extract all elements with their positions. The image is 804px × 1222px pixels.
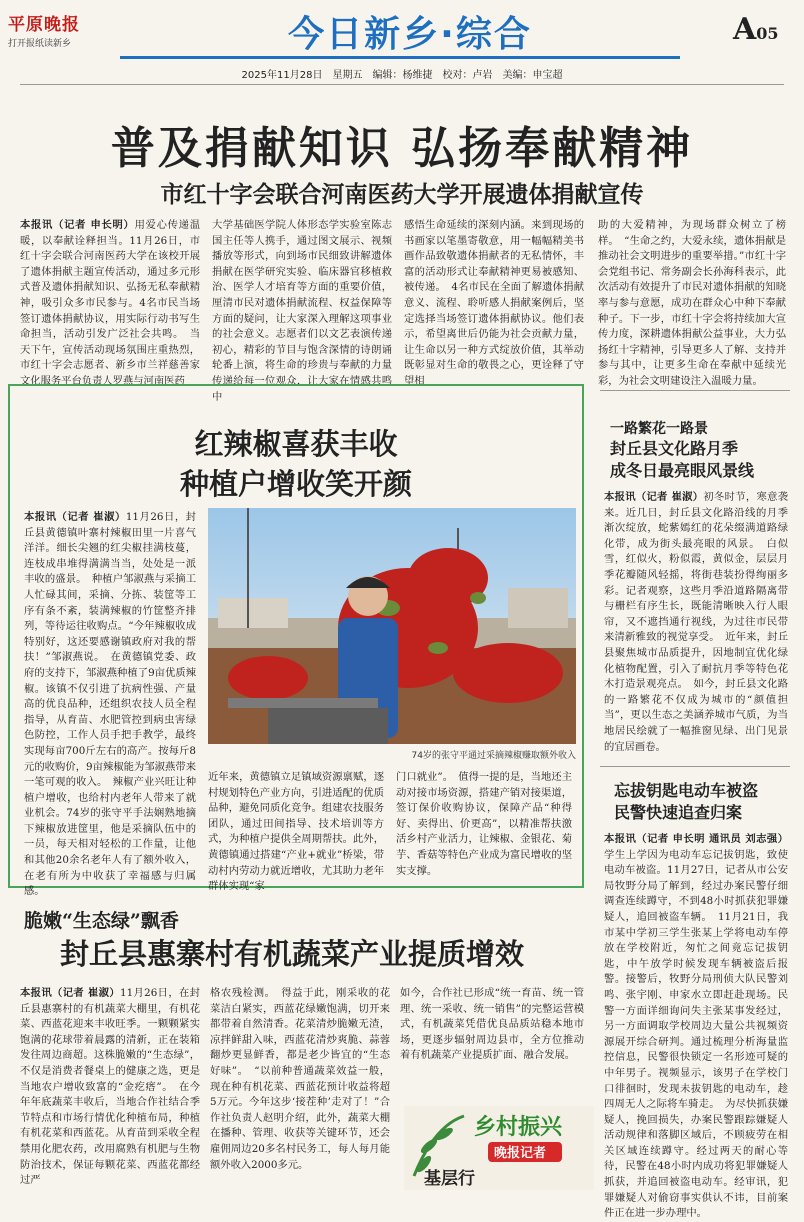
- lead-column-3: 感悟生命延续的深刻内涵。来到现场的书画家以笔墨寄敬意，用一幅幅精美书画作品致敬遗体捐献者的无私情怀，丰富的活动形式让奉献精神更易被感知、被传递。 4名市民在全面了解遗体捐献意义、流程、聆听感人捐献案例后，坚定选择当场签订遗体捐献协议。他们表示，希望离世后仍能为社会贡献力量，让生命以另一种方式绽放价值，其举动既彰显对生命的敬畏之心，更诠释了守望相: [404, 219, 584, 387]
- side1-title-line-2: 成冬日最亮眼风景线: [610, 461, 755, 480]
- bottom-kicker: 脆嫩“生态绿”飘香: [24, 910, 179, 932]
- chili-harvest-photo: [208, 508, 576, 744]
- side1-title: [610, 438, 754, 482]
- side2-title-line-2: 民警快速追查归案: [614, 803, 743, 822]
- feature-column-2: 近年来，黄德镇立足镇域资源禀赋，逐村规划特色产业方向，引进适配的优质品种，避免同质化竞争。组建农技服务团队，通过田间指导、技术培训等方式，为种植户提供全周期帮扶。此外，黄德镇通过搭建“产业+就业”桥梁，带动村内劳动力就近增收，尤其助力老年群体实现“家: [208, 771, 384, 893]
- photo-illustration: [208, 508, 576, 744]
- feature-column-3: 门口就业”。 值得一提的是，当地还主动对接市场资源，搭建产销对接渠道，签订保价收购协议，保障产品“种得好、卖得出、价更高”，以精准帮扶激活乡村产业活力，让辣椒、金银花、菊芋、香菇等特色产业成为富民增收的坚实支撑。: [396, 771, 572, 877]
- page-letter: A: [733, 12, 757, 47]
- section-title: 今日新乡·综合: [288, 14, 532, 55]
- bottom-text-1: 11月26日，在封丘县惠寨村的有机蔬菜大棚里，有机花菜、西蓝花迎来丰收旺季。一颗颗紧实饱满的花球带着晨露的清新，正在装箱发往周边商超。这株脆嫩的“生态绿”，不仅是消费者餐桌上的健康之选，更是当地农户增收致富的“金疙瘩”。 在今年年底蔬菜丰收后，当地合作社结合季节特点和市场行情优化种植布局，种植有机花菜和西蓝花。从育苗到采收全程禁用化肥农药，改用腐熟有机肥与生物防治技术，保证每颗花菜、西蓝花都经过严: [20, 987, 200, 1187]
- stamp-line-1: 乡村振兴: [474, 1114, 563, 1140]
- feature-text-1: 11月26日，封丘县黄德镇叶寨村辣椒田里一片喜气洋洋。细长尖翘的红尖椒挂满枝蔓，连枝成串堆得满满当当，处处是一派丰收的盛景。 种植户邹淑燕与采摘工人忙碌其间，采摘、分拣、装筐等工序有条不紊，装满辣椒的竹筐整齐排列，等待运往收购点。“今年辣椒收成特别好，这还要感谢镇政府对我的帮扶！”邹淑燕说。 在黄德镇党委、政府的支持下，邹淑燕种植了9亩优质辣椒。该镇不仅引进了抗病性强、产量高的优良品种，还组织农技人员全程指导，从育苗、水肥管控到病虫害绿色防控，工作人员手把手教学，最终实现每亩700斤左右的高产。按每斤8元的收购价，9亩辣椒能为邹淑燕带来一笔可观的收入。 辣椒产业兴旺让种植户增收，也给村内老年人带来了就业机会。74岁的张守平手法娴熟地摘下辣椒放进筐里，他是采摘队伍中的一员，每天相对轻松的工作量，让他和其他20余名老年人有了额外收入，在老有所为中收获了幸福感与归属感。: [24, 511, 196, 898]
- feature-byline: 本报讯（记者 崔淑）: [24, 511, 126, 523]
- masthead: [0, 0, 804, 82]
- feature-title-line-1: 红辣椒喜获丰收: [194, 427, 398, 461]
- side1-text: 初冬时节，寒意袭来。近几日，封丘县文化路沿线的月季渐次绽放，蛇紫嫣红的花朵缀满道路绿化带，成为街头最亮眼的风景。 白似雪，红似火，粉似霞，黄似金，层层月季花瓣随风轻摇，将街巷装扮得绚丽多彩。记者观察，这些月季沿道路隔离带与栅栏有序生长，既能清晰映入行人眼帘，又不遮挡通行视线，为过往市民带来清新雅致的视觉享受。 近年来，封丘县聚焦城市品质提升，因地制宜优化绿化植物配置，引入了耐抗月季等特色花木打造景观亮点。 如今，封丘县文化路的一路繁花不仅成为城市的“颜值担当”，更以生态之美涵养城市气质，为当地居民绘就了一幅推窗见绿、出门见景的宜居画卷。: [604, 491, 789, 753]
- lead-subhead: 市红十字会联合河南医药大学开展遗体捐献宣传: [160, 181, 644, 208]
- side1-kicker: 一路繁花一路景: [610, 421, 708, 437]
- lead-column-2: 大学基础医学院人体形态学实验室陈志国主任等人携手，通过图文展示、视频播放等形式，向到场市民细致讲解遗体捐献在医学研究实验、临床器官移植救治、医学人才培育等方面的重要价值，厘清市民对遗体捐献流程、权益保障等方面的疑问，让大家深入理解这项事业的社会意义。志愿者们以文艺表演传递初心，精彩的节目与饱含深情的诗朗诵轮番上演，将生命的珍贵与奉献的力量传递给每一位观众，让大家在情感共鸣中: [212, 219, 392, 403]
- side2-text: 学生上学因为电动车忘记拔钥匙，致使电动车被盗。11月27日，记者从市公安局牧野分局了解到，经过办案民警仔细调查连续蹲守，不到48小时抓获犯罪嫌疑人，追回被盗车辆。 11月21日，我市某中学初三学生张某上学将电动车停放在学校附近，匆忙之间竟忘记拔钥匙，中午放学时候发现车辆被盗后报警。接警后，牧野分局刑侦大队民警刘鸣、张宇刚、申家水立即赶赴现场。民警一方面详细询问失主张某事发经过，另一方面调取学校周边大量公共视频资源展开综合研判。通过梳理分析海量监控信息，民警很快锁定一名形迹可疑的中年男子。视频显示，该男子在学校门口徘徊时，发现未拔钥匙的电动车，趁四周无人之际将车骑走。 为尽快抓获嫌疑人，挽回损失，办案民警跟踪嫌疑人活动规律和落脚区域后，不顾疲劳在相关区域连续蹲守。经过两天的耐心等待，民警在48小时内成功将犯罪嫌疑人抓获，并追回被盗电动车。经审讯，犯罪嫌疑人对偷窃事实供认不讳，目前案件正在进一步办理中。: [604, 848, 788, 1220]
- bottom-column-3: 如今，合作社已形成“统一育苗、统一管理、统一采收、统一销售”的完整运营模式，有机蔬菜凭借优良品质站稳本地市场，更逐步辐射周边县市，全方位推动着有机蔬菜产业提质扩面、融合发展。: [400, 987, 584, 1062]
- photo-caption: 74岁的张守平通过采摘辣椒赚取额外收入: [411, 751, 576, 761]
- stamp-line-2: 晚报记者: [494, 1146, 547, 1161]
- page-number: [733, 12, 779, 47]
- page-num: 05: [756, 24, 779, 43]
- lead-headline: 普及捐献知识 弘扬奉献精神: [110, 123, 694, 174]
- side1-body: [604, 490, 788, 760]
- feature-title-line-2: 种植户增收笑开颜: [179, 467, 412, 501]
- tagline: 打开报纸读新乡: [8, 39, 72, 49]
- stamp-line-3: 基层行: [424, 1169, 475, 1189]
- sidebar-rule-middle: [600, 766, 790, 767]
- section-underline: [120, 56, 680, 59]
- bottom-byline: 本报讯（记者 崔淑）: [20, 987, 121, 999]
- newspaper-logo: 平原晚报: [8, 15, 80, 35]
- side2-body: [604, 832, 788, 1220]
- side2-title-line-1: 忘拔钥匙电动车被盗: [614, 781, 759, 800]
- lead-text-1: 用爱心传递温暖，以奉献诠释担当。11月26日，市红十字会联合河南医药大学在该校开展了遗体捐献主题宣传活动，通过多元形式普及遗体捐献知识、弘扬无私奉献精神，吸引众多市民参与。4名市民当场签订遗体捐献协议，用实际行动书写生命担当，活动引发广泛社会共鸣。 当天下午，宣传活动现场氛围庄重热烈，市红十字会志愿者、新乡市兰祥慈善家文化服务平台负责人罗燕与河南医药: [20, 219, 201, 387]
- bottom-column-2: 格农残检测。 得益于此，刚采收的花菜洁白紧实，西蓝花绿嫩饱满，切开来都带着自然清香。花菜清炒脆嫩无渣，凉拌鲜甜入味，西蓝花清炒爽脆、蒜蓉翻炒更显鲜香，都是老少皆宜的“生态好味”。 “以前种普通蔬菜效益一般，现在种有机花菜、西蓝花预计收益将超5万元。今年这步‘接茬种’走对了！”合作社负责人赵明介绍，此外，蔬菜大棚在播种、管理、收获等关键环节，还会雇佣周边20多名村民务工，每人每月能额外收入2000多元。: [210, 987, 390, 1171]
- feature-title: [8, 424, 584, 504]
- side2-title: [614, 780, 758, 824]
- sidebar-rule-top: [600, 390, 790, 391]
- side1-title-line-1: 封丘县文化路月季: [610, 439, 739, 458]
- rural-revitalization-stamp: [404, 1106, 594, 1190]
- stamp-graphic: [404, 1106, 594, 1190]
- header-rule: [20, 84, 784, 85]
- bottom-column-1: [20, 986, 200, 1194]
- dateline: 2025年11月28日 星期五 编辑：杨维捷 校对：卢岩 美编：申宝超: [241, 70, 563, 81]
- bottom-title: 封丘县惠寨村有机蔬菜产业提质增效: [59, 937, 524, 971]
- side1-byline: 本报讯（记者 崔淑）: [604, 491, 704, 503]
- lead-byline: 本报讯（记者 申长明）: [20, 219, 135, 231]
- lead-column-1: [20, 218, 201, 387]
- feature-column-1: [24, 510, 196, 898]
- lead-column-4: 助的大爱精神，为现场群众树立了榜样。 “生命之约，大爱永续，遗体捐献是推动社会文明进步的重要举措。”市红十字会党组书记、常务副会长孙海科表示，此次活动有效提升了市民对遗体捐献的知晓率与参与意愿，成功在群众心中种下奉献种子。下一步，市红十字会将持续加大宣传力度，深耕遗体捐献公益事业，大力弘扬红十字精神，引导更多人了解、支持并参与其中，让更多生命在奉献中延续光彩，为社会文明建设注入温暖力量。: [598, 219, 786, 387]
- side2-byline: 本报讯（记者 申长明 通讯员 刘志强）: [604, 833, 788, 845]
